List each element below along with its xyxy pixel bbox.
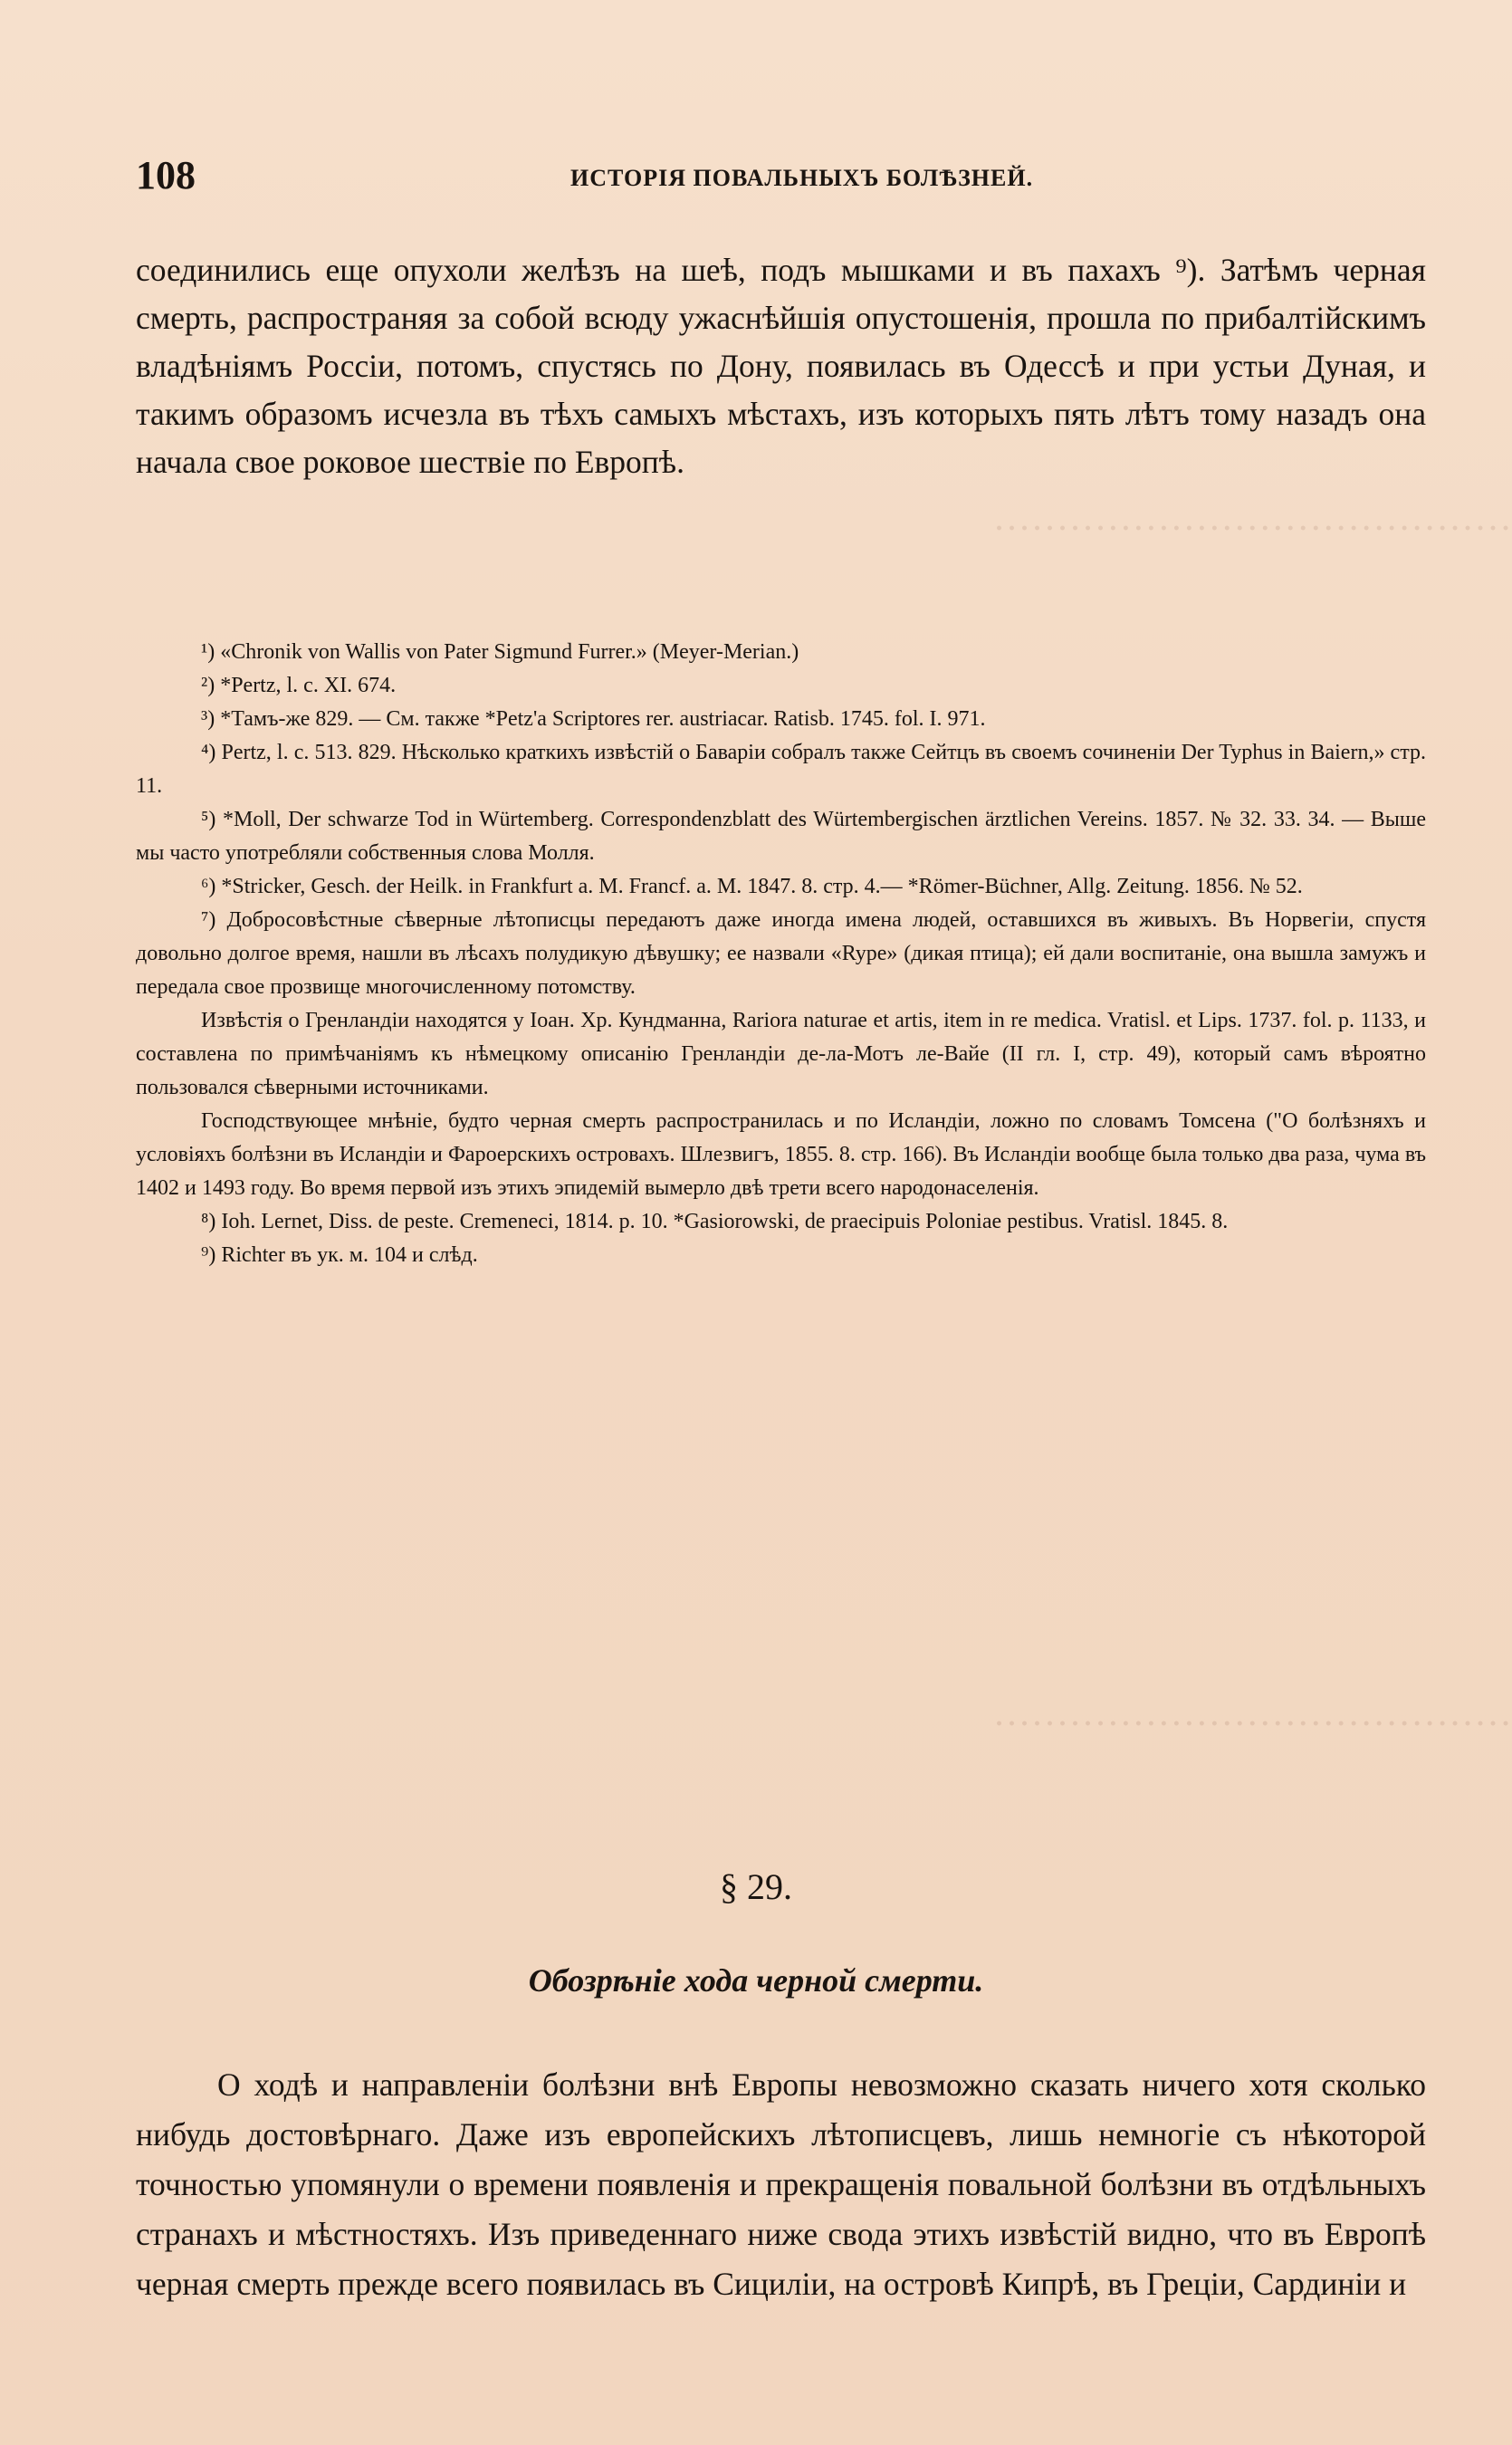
running-head: ИСТОРІЯ ПОВАЛЬНЫХЪ БОЛѢЗНЕЙ. xyxy=(570,165,1034,191)
footnote-7-greenland: Извѣстія о Гренландіи находятся у Іоан. Хр. Кундманна, Rariora naturae et artis, item in re medica. Vratisl. et Lips. 1737. fol. p. 1133, и составлена по примѣчаніямъ къ нѣмецкому описанію Гренландіи де-ла-Мотъ ле-Вайе (II гл. I, стр. 49), который самъ вѣроятно пользовался сѣверными источниками. xyxy=(136,1009,1426,1099)
section-title: Обозрѣніе хода черной смерти. xyxy=(528,1962,984,1999)
footnote-6: ⁶) *Stricker, Gesch. der Heilk. in Frankfurt a. M. Francf. a. M. 1847. 8. стр. 4.— *Römer-Büchner, Allg. Zeitung. 1856. № 52. xyxy=(201,875,1303,898)
footnote-7-iceland: Господствующее мнѣніе, будто черная смерть распространилась и по Исландіи, ложно по словамъ Томсена ("О болѣзняхъ и условіяхъ болѣзни въ Исландіи и Фароерскихъ островахъ. Шлезвигъ, 1855. 8. стр. 166). Въ Исландіи вообще была только два раза, чума въ 1402 и 1493 году. Во время первой изъ этихъ эпидемій вымерло двѣ трети всего народонаселенія. xyxy=(136,1109,1426,1200)
page-number: 108 xyxy=(136,153,196,197)
footnote-3: ³) *Тамъ-же 829. — См. также *Petz'a Scriptores rer. austriacar. Ratisb. 1745. fol. I. 971. xyxy=(201,707,986,731)
section-paragraph: О ходѣ и направленіи болѣзни внѣ Европы невозможно сказать ничего хотя сколько нибудь достовѣрнаго. Даже изъ европейскихъ лѣтописцевъ, лишь немногіе съ нѣкоторой точностью упомянули о времени появленія и прекращенія повальной болѣзни въ отдѣльныхъ странахъ и мѣстностяхъ. Изъ приведеннаго ниже свода этихъ извѣстій видно, что въ Европѣ черная смерть прежде всего появилась въ Сициліи, на островѣ Кипрѣ, въ Греціи, Сардиніи и xyxy=(136,2066,1426,2302)
main-text xyxy=(136,246,1426,486)
footnote-9: ⁹) Richter въ ук. м. 104 и слѣд. xyxy=(201,1243,478,1267)
bleed-through-text: ········································· xyxy=(992,508,1512,550)
page-header xyxy=(136,152,1394,206)
bleed-through-text: ········································· xyxy=(992,1703,1512,1745)
footnote-4: ⁴) Pertz, l. c. 513. 829. Нѣсколько краткихъ извѣстій о Баваріи собралъ также Сейтцъ въ своемъ сочиненіи Der Typhus in Baiern,» стр. 11. xyxy=(136,741,1426,798)
footnotes xyxy=(136,636,1426,1272)
main-paragraph: соединились еще опухоли желѣзъ на шеѣ, подъ мышками и въ пахахъ ⁹). Затѣмъ черная смерть, распространяя за собой всюду ужаснѣйшія опустошенія, прошла по прибалтійскимъ владѣніямъ Россіи, потомъ, спустясь по Дону, появилась въ Одессѣ и при устьи Дуная, и такимъ образомъ исчезла въ тѣхъ самыхъ мѣстахъ, изъ которыхъ пять лѣтъ тому назадъ она начала свое роковое шествіе по Европѣ. xyxy=(136,252,1426,480)
footnote-5: ⁵) *Moll, Der schwarze Tod in Würtemberg. Correspondenzblatt des Würtembergischen ärztlichen Vereins. 1857. № 32. 33. 34. — Выше мы часто употребляли собственныя слова Молля. xyxy=(136,808,1426,865)
footnote-1: ¹) «Chronik von Wallis von Pater Sigmund Furrer.» (Meyer-Merian.) xyxy=(201,640,799,664)
footnote-2: ²) *Pertz, l. c. XI. 674. xyxy=(201,674,397,697)
footnote-8: ⁸) Ioh. Lernet, Diss. de peste. Cremeneci, 1814. p. 10. *Gasiorowski, de praecipuis Poloniae pestibus. Vratisl. 1845. 8. xyxy=(201,1210,1229,1233)
footnote-7: ⁷) Добросовѣстные сѣверные лѣтописцы передаютъ даже иногда имена людей, оставшихся въ живыхъ. Въ Норвегіи, спустя довольно долгое время, нашли въ лѣсахъ полудикую дѣвушку; ее назвали «Rype» (дикая птица); ей дали воспитаніе, она вышла замужъ и передала свое прозвище многочисленному потомству. xyxy=(136,908,1426,999)
section-body xyxy=(136,2060,1426,2309)
section-number: § 29. xyxy=(720,1866,792,1907)
